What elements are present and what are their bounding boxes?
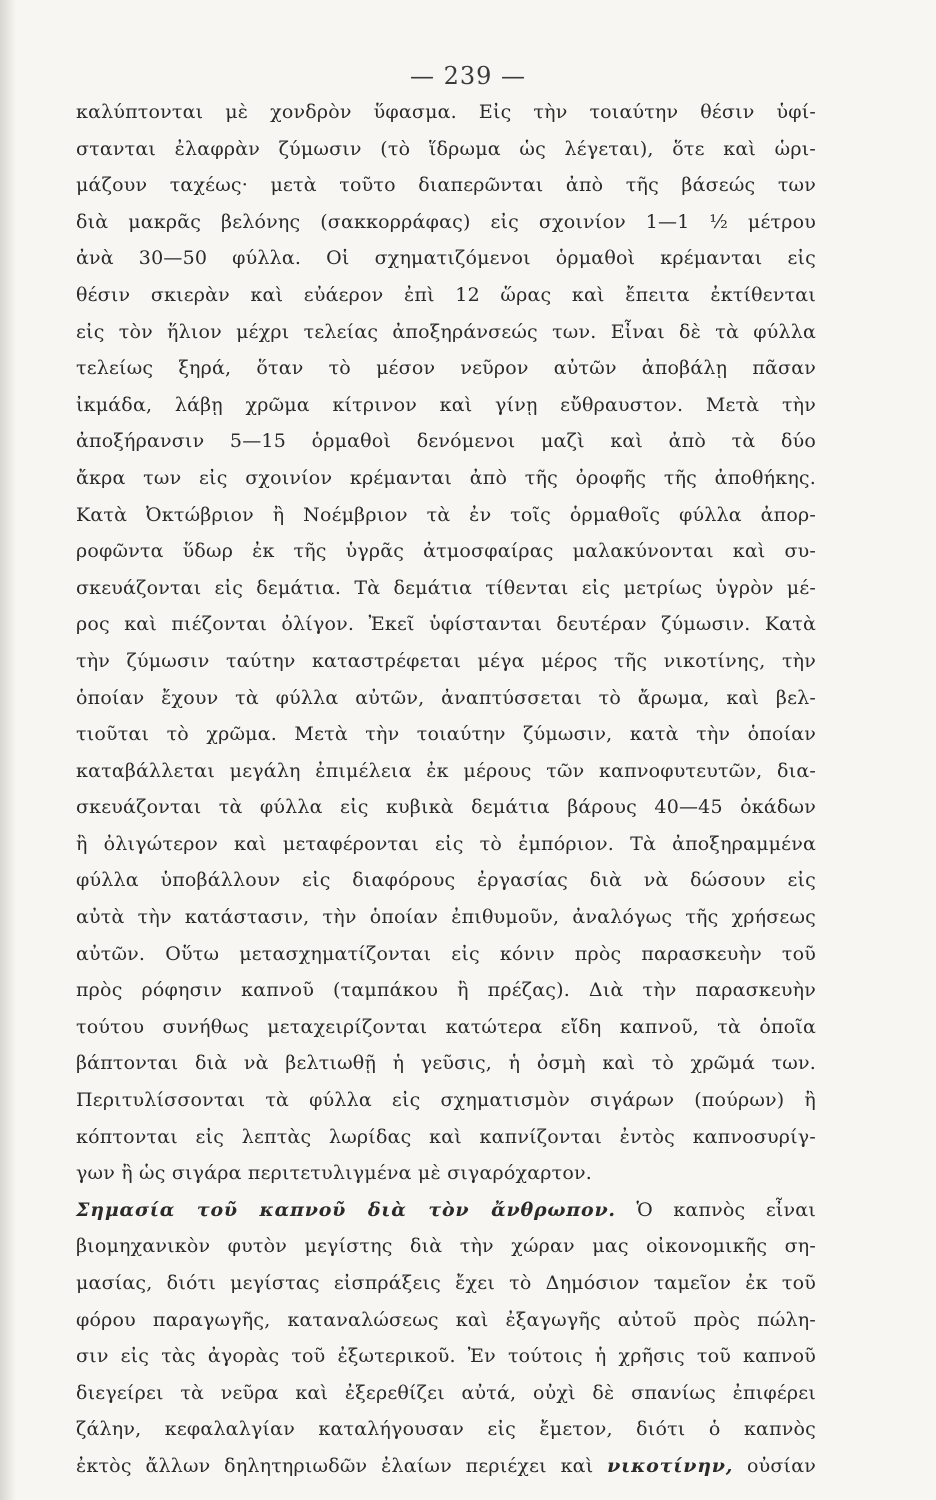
line-text: αὐτὰ τὴν κατάστασιν, τὴν ὁποίαν ἐπιθυμοῦν, ἀναλόγως τῆς χρήσεως — [76, 906, 816, 929]
page-number: — 239 — — [409, 62, 527, 90]
text-line — [76, 1302, 816, 1339]
text-line — [76, 387, 816, 424]
text-line — [76, 350, 816, 387]
line-text: τελείως ξηρά, ὅταν τὸ μέσον νεῦρον αὐτῶν ἀποβάλῃ πᾶσαν — [76, 357, 816, 380]
line-text: Κατὰ Ὀκτώβριον ἢ Νοέμβριον τὰ ἐν τοῖς ὁρμαθοῖς φύλλα ἀπορ- — [76, 503, 816, 526]
text-line — [76, 533, 816, 570]
line-text: τούτου συνήθως μεταχειρίζονται κατώτερα εἴδη καπνοῦ, τὰ ὁποῖα — [76, 1015, 816, 1038]
text-line — [76, 899, 816, 936]
section-heading: Σημασία τοῦ καπνοῦ διὰ τὸν ἄνθρωπον. — [76, 1198, 616, 1221]
line-text: ἰκμάδα, λάβῃ χρῶμα κίτρινον καὶ γίνῃ εὔθραυστον. Μετὰ τὴν — [76, 393, 816, 416]
text-line — [76, 1265, 816, 1302]
line-text: μασίας, διότι μεγίστας εἰσπράξεις ἔχει τὸ Δημόσιον ταμεῖον ἐκ τοῦ — [76, 1272, 816, 1294]
line-text: καλύπτονται μὲ χονδρὸν ὕφασμα. Εἰς τὴν τοιαύτην θέσιν ὑφί- — [76, 101, 816, 123]
text-line — [76, 497, 816, 534]
text-line — [76, 1155, 816, 1192]
text-line — [76, 314, 816, 351]
text-line — [76, 1009, 816, 1046]
line-text: ἀνὰ 30—50 φύλλα. Οἱ σχηματιζόμενοι ὁρμαθοὶ κρέμανται εἰς — [76, 247, 816, 270]
text-line — [76, 131, 816, 168]
text-line — [76, 570, 816, 607]
text-line — [76, 716, 816, 753]
line-text: τιοῦται τὸ χρῶμα. Μετὰ τὴν τοιαύτην ζύμωσιν, κατὰ τὴν ὁποίαν — [76, 723, 816, 746]
text-line — [76, 606, 816, 643]
line-text: σκευάζονται εἰς δεμάτια. Τὰ δεμάτια τίθενται εἰς μετρίως ὑγρὸν μέ- — [76, 576, 816, 599]
line-text: οὐσίαν — [733, 1454, 816, 1477]
line-text: ἢ ὀλιγώτερον καὶ μεταφέρονται εἰς τὸ ἐμπόριον. Τὰ ἀποξηραμμένα — [76, 832, 816, 855]
line-text: ἀποξήρανσιν 5—15 ὁρμαθοὶ δενόμενοι μαζὶ καὶ ἀπὸ τὰ δύο — [76, 430, 816, 453]
text-line — [76, 680, 816, 717]
text-line — [76, 1082, 816, 1119]
text-line — [76, 94, 816, 131]
line-text: Ὁ καπνὸς εἶναι — [615, 1198, 816, 1221]
body-text — [76, 94, 816, 1485]
line-text: εἰς τὸν ἥλιον μέχρι τελείας ἀποξηράνσεώς των. Εἶναι δὲ τὰ φύλλα — [76, 320, 816, 343]
text-line — [76, 1192, 816, 1229]
line-text: Περιτυλίσσονται τὰ φύλλα εἰς σχηματισμὸν σιγάρων (πούρων) ἢ — [76, 1089, 816, 1112]
line-text: μάζουν ταχέως· μετὰ τοῦτο διαπερῶνται ἀπὸ τῆς βάσεώς των — [76, 174, 816, 197]
text-line — [76, 460, 816, 497]
line-text: τὴν ζύμωσιν ταύτην καταστρέφεται μέγα μέρος τῆς νικοτίνης, τὴν — [76, 649, 816, 672]
line-text: φόρου παραγωγῆς, καταναλώσεως καὶ ἐξαγωγῆς αὐτοῦ πρὸς πώλη- — [76, 1308, 816, 1331]
line-text: ὁποίαν ἔχουν τὰ φύλλα αὐτῶν, ἀναπτύσσεται τὸ ἄρωμα, καὶ βελ- — [76, 686, 816, 709]
line-text: αὐτῶν. Οὕτω μετασχηματίζονται εἰς κόνιν πρὸς παρασκευὴν τοῦ — [76, 942, 816, 965]
text-line — [76, 826, 816, 863]
text-line — [76, 753, 816, 790]
text-line — [76, 1045, 816, 1082]
line-text: θέσιν σκιερὰν καὶ εὐάερον ἐπὶ 12 ὥρας καὶ ἔπειτα ἐκτίθενται — [76, 283, 816, 306]
text-line — [76, 1375, 816, 1412]
text-line — [76, 972, 816, 1009]
text-line — [76, 862, 816, 899]
emphasized-term: νικοτίνην, — [607, 1454, 734, 1477]
line-text: ροφῶντα ὕδωρ ἐκ τῆς ὑγρᾶς ἀτμοσφαίρας μαλακύνονται καὶ συ- — [76, 540, 816, 563]
text-line — [76, 1119, 816, 1156]
line-text: πρὸς ρόφησιν καπνοῦ (ταμπάκου ἢ πρέζας). Διὰ τὴν παρασκευὴν — [76, 979, 816, 1002]
line-text: ἐκτὸς ἄλλων δηλητηριωδῶν ἐλαίων περιέχει καὶ — [76, 1454, 608, 1477]
text-line — [76, 789, 816, 826]
page-gutter-shadow — [0, 0, 16, 1500]
line-text: διεγείρει τὰ νεῦρα καὶ ἐξερεθίζει αὐτά, οὐχὶ δὲ σπανίως ἐπιφέρει — [76, 1381, 816, 1404]
line-text: ζάλην, κεφαλαλγίαν καταλήγουσαν εἰς ἔμετον, διότι ὁ καπνὸς — [76, 1418, 816, 1441]
text-line — [76, 1448, 816, 1485]
text-line — [76, 1228, 816, 1265]
line-text: στανται ἐλαφρὰν ζύμωσιν (τὸ ἵδρωμα ὡς λέγεται), ὅτε καὶ ὡρι- — [76, 137, 816, 160]
text-line — [76, 167, 816, 204]
text-line — [76, 643, 816, 680]
line-text: καταβάλλεται μεγάλη ἐπιμέλεια ἐκ μέρους τῶν καπνοφυτευτῶν, δια- — [76, 759, 816, 782]
text-line — [76, 240, 816, 277]
line-text: κόπτονται εἰς λεπτὰς λωρίδας καὶ καπνίζονται ἐντὸς καπνοσυρίγ- — [76, 1125, 816, 1148]
line-text: σιν εἰς τὰς ἀγορὰς τοῦ ἐξωτερικοῦ. Ἐν τούτοις ἡ χρῆσις τοῦ καπνοῦ — [76, 1345, 816, 1368]
line-text: βιομηχανικὸν φυτὸν μεγίστης διὰ τὴν χώραν μας οἰκονομικῆς ση- — [76, 1235, 816, 1258]
text-line — [76, 204, 816, 241]
text-line — [76, 936, 816, 973]
line-text: βάπτονται διὰ νὰ βελτιωθῇ ἡ γεῦσις, ἡ ὀσμὴ καὶ τὸ χρῶμά των. — [76, 1052, 816, 1075]
line-text: σκευάζονται τὰ φύλλα εἰς κυβικὰ δεμάτια βάρους 40—45 ὀκάδων — [76, 796, 816, 819]
text-line — [76, 423, 816, 460]
line-text: φύλλα ὑποβάλλουν εἰς διαφόρους ἐργασίας διὰ νὰ δώσουν εἰς — [76, 869, 816, 892]
text-line — [76, 1338, 816, 1375]
line-text: ρος καὶ πιέζονται ὀλίγον. Ἐκεῖ ὑφίστανται δευτέραν ζύμωσιν. Κατὰ — [76, 613, 816, 636]
line-text: διὰ μακρᾶς βελόνης (σακκορράφας) εἰς σχοινίον 1—1 ½ μέτρου — [76, 210, 816, 233]
text-line — [76, 1411, 816, 1448]
line-text: ἄκρα των εἰς σχοινίον κρέμανται ἀπὸ τῆς ὀροφῆς τῆς ἀποθήκης. — [76, 466, 816, 489]
text-line — [76, 277, 816, 314]
line-text: γων ἢ ὡς σιγάρα περιτετυλιγμένα μὲ σιγαρόχαρτον. — [76, 1162, 592, 1185]
